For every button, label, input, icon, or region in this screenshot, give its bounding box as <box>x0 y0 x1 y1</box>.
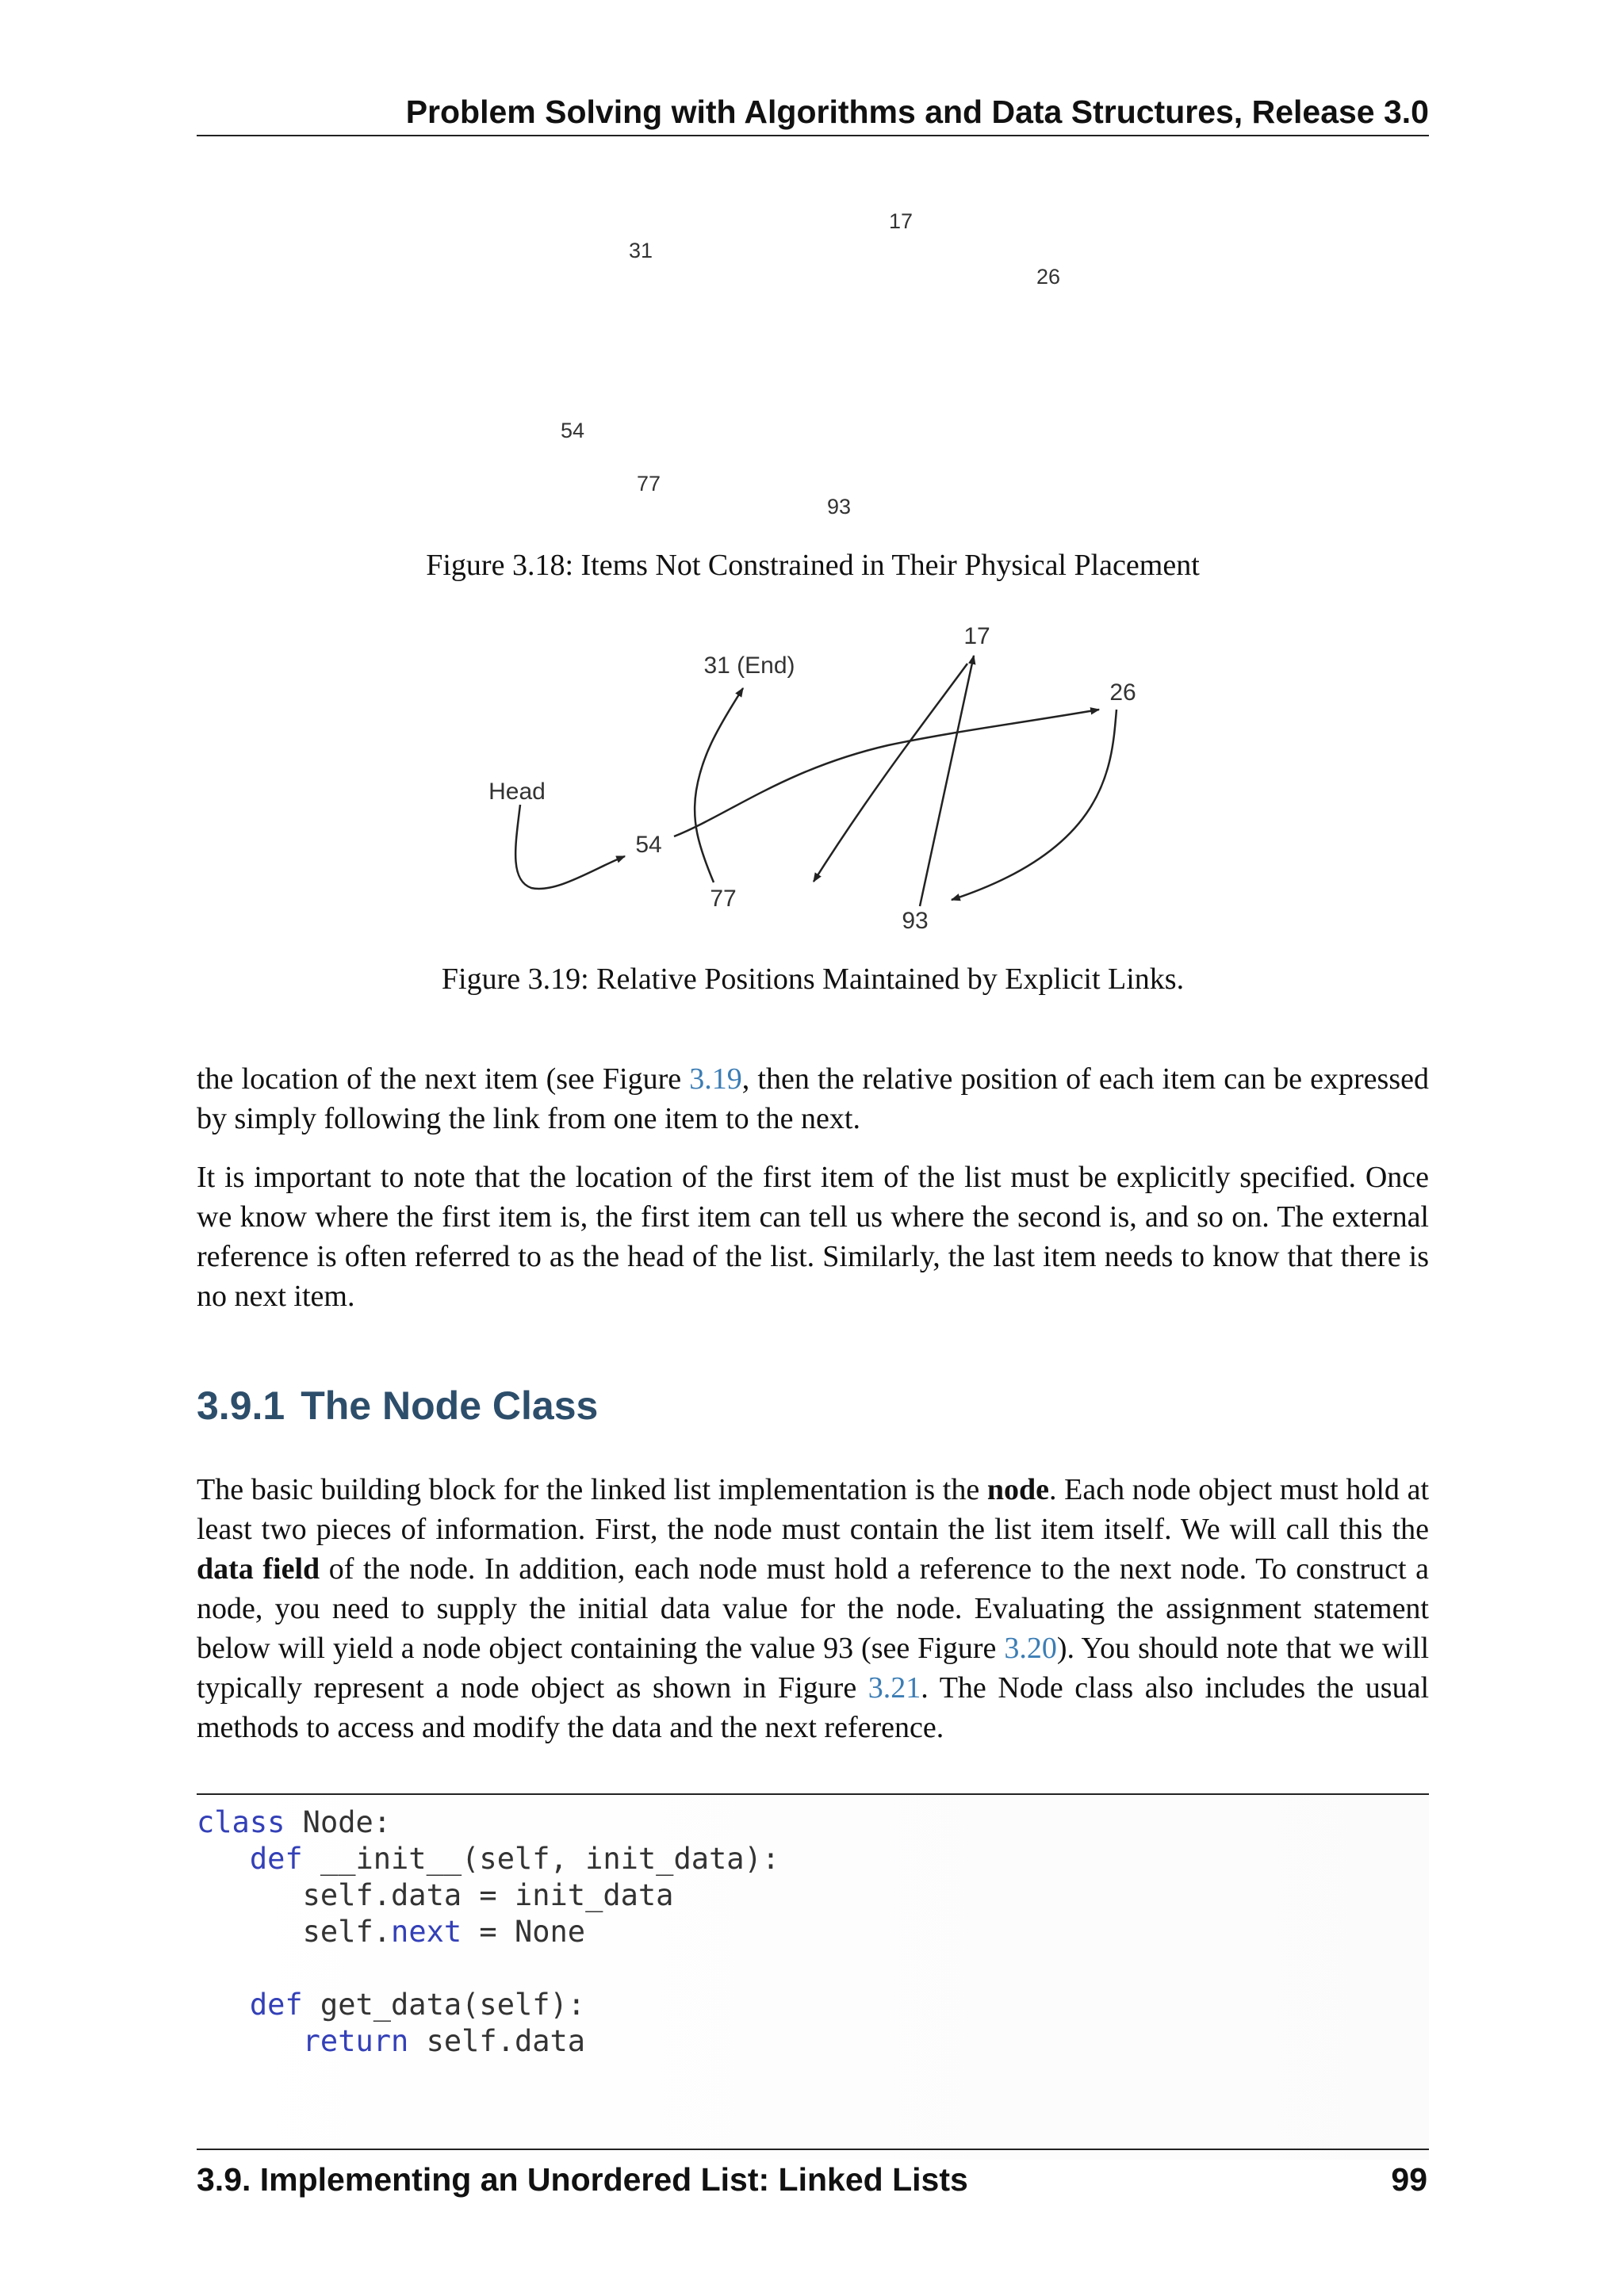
footer-rule <box>197 2149 1429 2150</box>
fig2-label-54: 54 <box>635 832 662 858</box>
code-line-4 <box>197 1914 585 1950</box>
fig2-label-head: Head <box>488 779 546 805</box>
fig2-label-17: 17 <box>963 623 990 649</box>
bold-term-node: node <box>986 1473 1050 1506</box>
code-keyword: def <box>249 1988 303 2022</box>
page-number: 99 <box>1391 2161 1427 2198</box>
code-line-1 <box>197 1804 391 1841</box>
fig2-label-26: 26 <box>1109 679 1136 706</box>
code-keyword: next <box>391 1915 462 1949</box>
fig2-label-31-end: 31 (End) <box>703 652 795 679</box>
fig1-label-26: 26 <box>1036 265 1061 289</box>
figure-3-18-caption: Figure 3.18: Items Not Constrained in Their Physical Placement <box>426 549 1200 582</box>
para1-text-a: the location of the next item (see Figure <box>197 1062 690 1096</box>
footer-section-title: 3.9. Implementing an Unordered List: Linked Lists <box>197 2161 968 2198</box>
paragraph-node-class <box>197 1470 1429 1747</box>
paragraph-head-reference: It is important to note that the location of the first item of the list must be explicitly specified. Once we know where the first item is, the first item can tell us where the second is, and so on. The external reference is often referred to as the head of the list. Similarly, the last item needs to know that there is no next item. <box>197 1161 1429 1313</box>
fig1-label-93: 93 <box>826 495 852 519</box>
header-rule <box>197 135 1429 136</box>
code-line-3: self.data = init_data <box>197 1878 674 1912</box>
paragraph-links <box>197 1059 1429 1138</box>
para1-text-b: , then the relative position of each item can be expressed by simply following the link from one item to the next. <box>197 1062 1429 1135</box>
code-keyword: return <box>302 2024 409 2058</box>
fig1-label-31: 31 <box>628 239 653 262</box>
code-block <box>197 1795 1429 2160</box>
figure-3-20-link[interactable]: 3.20 <box>1004 1632 1057 1665</box>
fig1-label-54: 54 <box>560 419 585 442</box>
code-text: Node: <box>285 1805 392 1839</box>
section-title: The Node Class <box>301 1383 599 1428</box>
code-text: get_data(self): <box>302 1988 586 2022</box>
para3-text-b: . Each node object must hold at least two pieces of information. First, the node must contain the list item itself. We will call this the <box>197 1473 1429 1546</box>
section-number: 3.9.1 <box>197 1383 285 1428</box>
fig1-label-77: 77 <box>636 472 661 496</box>
link-26-to-93 <box>952 710 1116 900</box>
figure-3-19-caption: Figure 3.19: Relative Positions Maintained by Explicit Links. <box>441 962 1185 996</box>
code-indent <box>197 1842 250 1876</box>
fig1-label-17: 17 <box>888 209 914 233</box>
code-text: __init__(self, init_data): <box>302 1842 780 1876</box>
para3-text-d: ). You should note that we will typically represent a node object as shown in Figure <box>197 1632 1429 1705</box>
code-line-6 <box>197 1987 585 2023</box>
para3-text-e: . The Node class also includes the usual methods to access and modify the data and the next reference. <box>197 1671 1429 1744</box>
code-keyword: def <box>249 1842 303 1876</box>
running-header: Problem Solving with Algorithms and Data Structures, Release 3.0 <box>405 94 1429 130</box>
link-17-to-77 <box>814 664 967 882</box>
code-text: self. <box>197 1915 392 1949</box>
link-93-to-17 <box>920 656 974 906</box>
bold-term-data-field: data field <box>197 1552 320 1586</box>
fig2-label-77: 77 <box>710 886 737 912</box>
figure-3-21-link[interactable]: 3.21 <box>868 1671 921 1705</box>
link-head-to-54 <box>515 805 625 889</box>
fig2-label-93: 93 <box>902 908 929 934</box>
link-77-to-31 <box>695 688 743 882</box>
para3-text-c: of the node. In addition, each node must hold a reference to the next node. To construct a node, you need to supply the initial data value for the node. Evaluating the assignment statement below will yield a node object containing the value 93 (see Figure <box>197 1552 1430 1665</box>
figure-3-18 <box>444 182 1158 531</box>
code-indent <box>197 2024 303 2058</box>
section-heading <box>197 1378 598 1433</box>
code-line-2 <box>197 1841 779 1877</box>
code-keyword: class <box>197 1805 285 1839</box>
code-indent <box>197 1988 250 2022</box>
para3-text-a: The basic building block for the linked list implementation is the <box>197 1473 987 1506</box>
code-text: = None <box>462 1915 586 1949</box>
code-line-7 <box>197 2023 585 2060</box>
figure-3-19 <box>444 607 1182 947</box>
code-text: self.data <box>408 2024 586 2058</box>
figure-3-19-link[interactable]: 3.19 <box>689 1062 742 1096</box>
